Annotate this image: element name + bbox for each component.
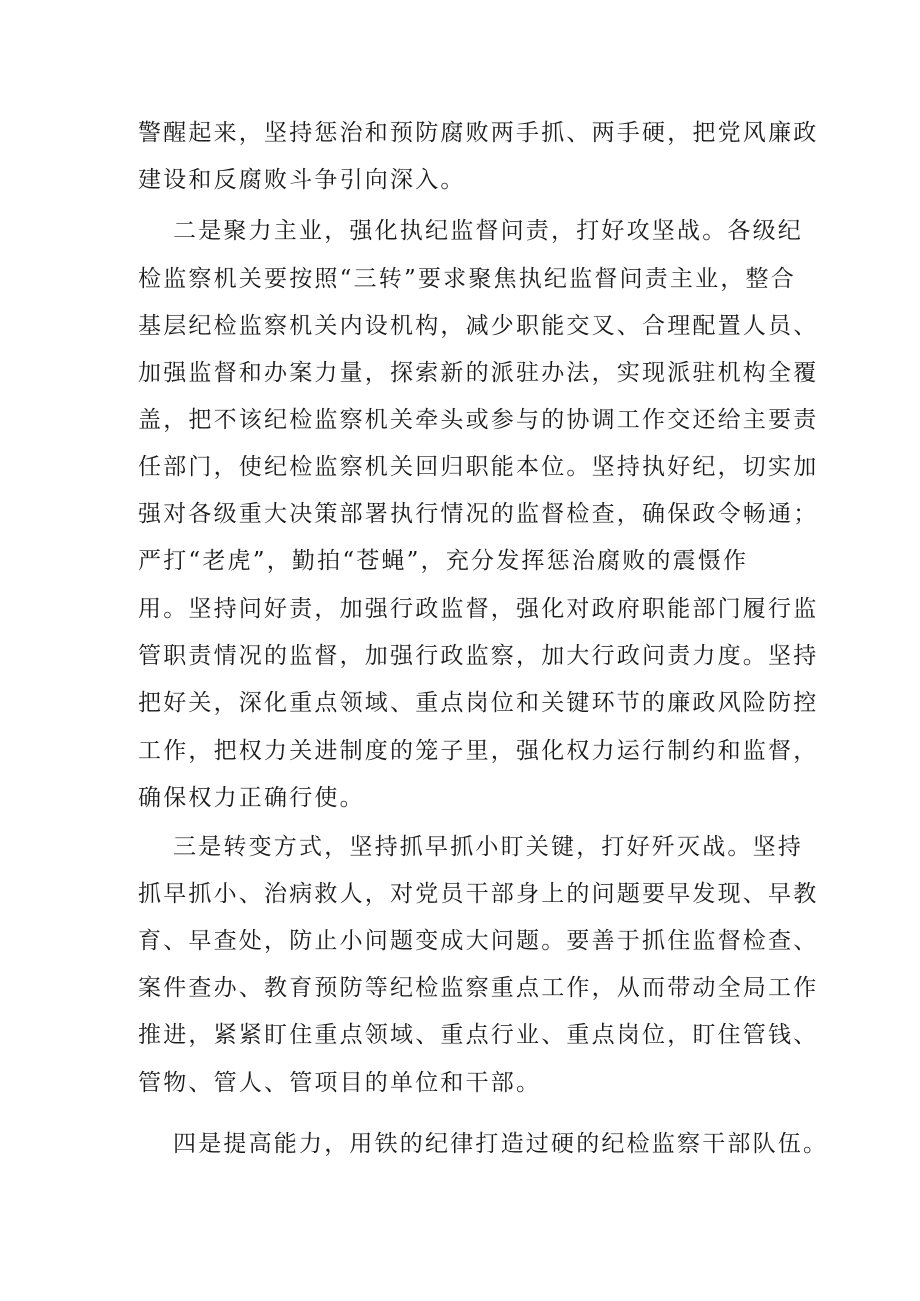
text-line-11: 用。坚持问好责，加强行政监督，强化对政府职能部门履行监 (138, 596, 819, 622)
text-line-12: 管职责情况的监督，加强行政监察，加大行政问责力度。坚持 (138, 643, 819, 669)
paragraph-4-line-1: 四是提高能力，用铁的纪律打造过硬的纪检监察干部队伍。 (173, 1131, 829, 1157)
text-line-8: 任部门，使纪检监察机关回归职能本位。坚持执好纪，切实加 (138, 454, 819, 480)
text-line-1: 警醒起来，坚持惩治和预防腐败两手抓、两手硬，把党风廉政 (138, 120, 819, 146)
text-line-6: 加强监督和办案力量，探索新的派驻办法，实现派驻机构全覆 (138, 360, 819, 386)
text-line-14: 工作，把权力关进制度的笼子里，强化权力运行制约和监督， (138, 738, 819, 764)
paragraph-2-line-1: 二是聚力主业，强化执纪监督问责，打好攻坚战。各级纪 (173, 218, 803, 244)
text-line-13: 把好关，深化重点领域、重点岗位和关键环节的廉政风险防控 (138, 690, 819, 716)
text-line-21: 管物、管人、管项目的单位和干部。 (138, 1070, 542, 1096)
text-line-4: 检监察机关要按照“三转”要求聚焦执纪监督问责主业，整合 (138, 266, 796, 292)
text-line-15: 确保权力正确行使。 (138, 785, 365, 811)
text-line-10: 严打“老虎”，勤拍“苍蝇”，充分发挥惩治腐败的震慑作 (138, 548, 749, 574)
text-line-17: 抓早抓小、治病救人，对党员干部身上的问题要早发现、早教 (138, 881, 819, 907)
text-line-9: 强对各级重大决策部署执行情况的监督检查，确保政令畅通； (138, 501, 819, 527)
text-line-20: 推进，紧紧盯住重点领域、重点行业、重点岗位，盯住管钱、 (138, 1022, 819, 1048)
text-line-5: 基层纪检监察机关内设机构，减少职能交叉、合理配置人员、 (138, 313, 819, 339)
text-line-2: 建设和反腐败斗争引向深入。 (138, 167, 466, 193)
text-line-19: 案件查办、教育预防等纪检监察重点工作，从而带动全局工作 (138, 975, 819, 1001)
text-line-7: 盖，把不该纪检监察机关牵头或参与的协调工作交还给主要责 (138, 407, 819, 433)
text-line-18: 育、早查处，防止小问题变成大问题。要善于抓住监督检查、 (138, 928, 819, 954)
paragraph-3-line-1: 三是转变方式，坚持抓早抓小盯关键，打好歼灭战。坚持 (173, 834, 803, 860)
